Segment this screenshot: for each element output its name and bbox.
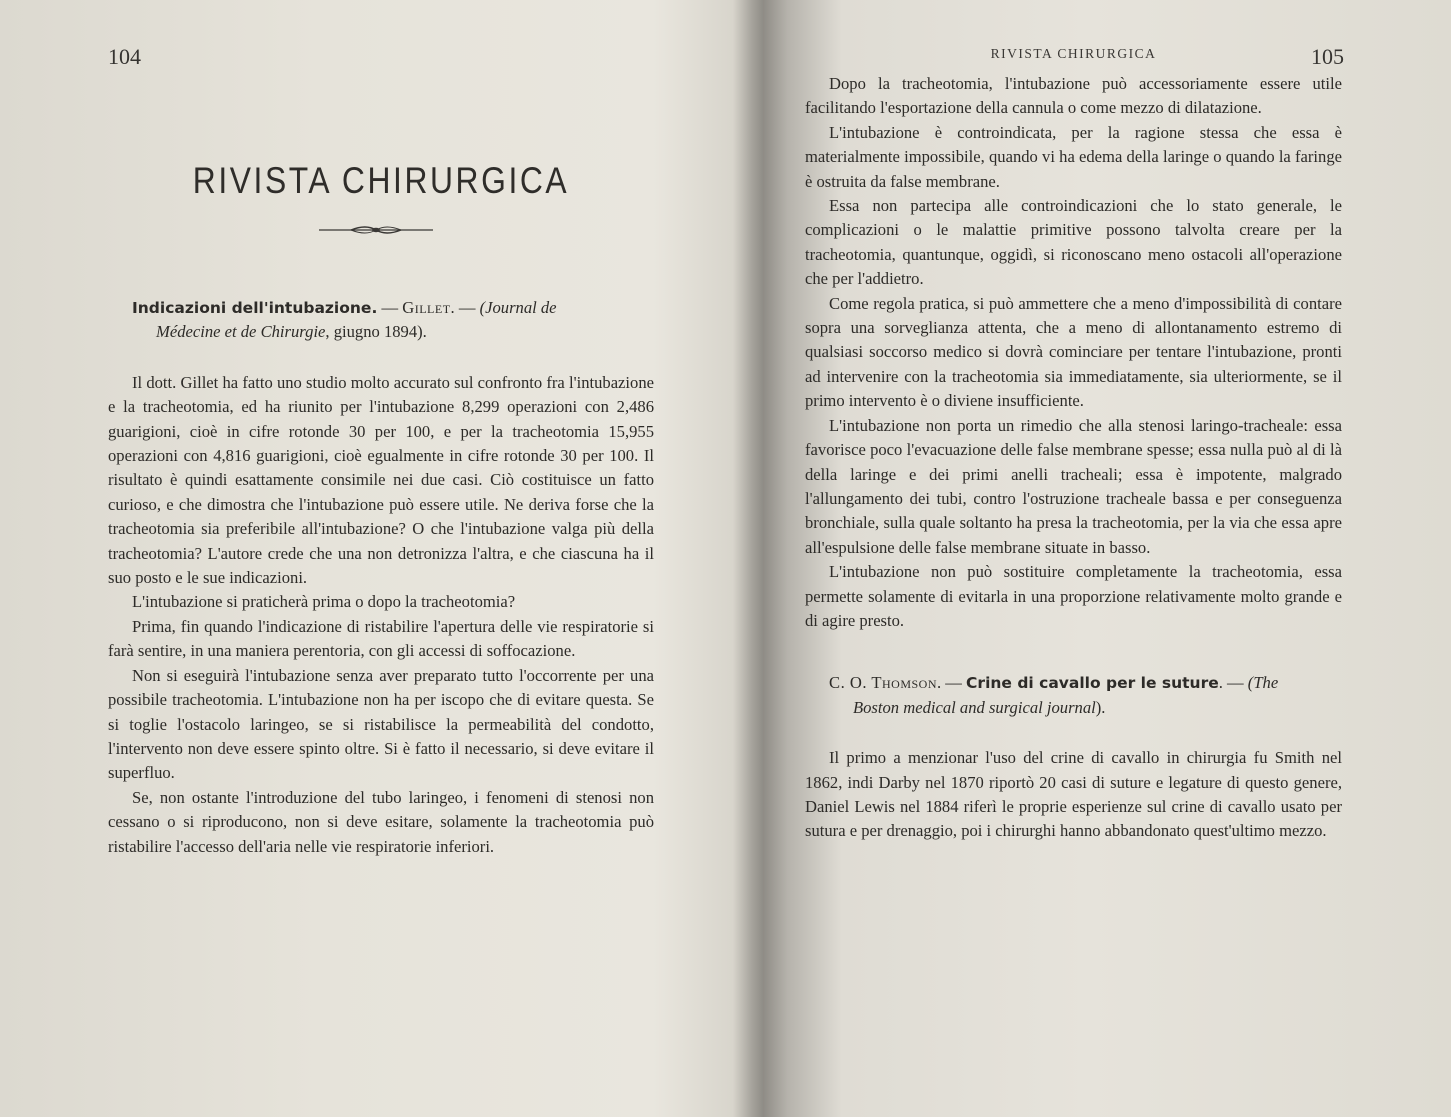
article-source-journal: Boston medical and surgical journal [853, 697, 1096, 717]
article-heading-intubazione [108, 296, 654, 345]
article-source-journal: Médecine et de Chirurgie [156, 322, 326, 342]
paragraph: Come regola pratica, si può ammettere che a meno d'impossibilità di contare sopra una sorveglianza attenta, che a meno di allontanamento estremo di qualsiasi soccorso medico si dovrà cominciare per tentare l'intubazione, pronti ad intervenire con la tracheotomia sia immediatamente, sia ulteriormente, se il primo intervento è o diviene insufficiente. [805, 293, 1342, 411]
article-author: Gillet [402, 298, 451, 317]
article-heading-crine [805, 671, 1342, 720]
paragraph: Dopo la tracheotomia, l'intubazione può accessoriamente essere utile facilitando l'esportazione della cannula o come mezzo di dilatazione. [805, 74, 1342, 118]
paragraph: Se, non ostante l'introduzione del tubo laringeo, i fenomeni di stenosi non cessano o si riproducono, non si deve esitare, solamente la tracheotomia può ristabilire l'accesso dell'aria nelle vie respiratorie inferiori. [108, 787, 654, 856]
article-source: (The [1247, 673, 1279, 693]
left-body [108, 296, 654, 859]
article-author: C. O. Thomson [829, 673, 937, 693]
right-body [805, 72, 1342, 844]
paragraph: Il dott. Gillet ha fatto uno studio molto accurato sul confronto fra l'intubazione e la tracheotomia, ed ha riunito per l'intubazione 8,299 operazioni con 2,486 guarigioni, cioè in cifre rotonde 30 per 100, e per la tracheotomia 15,955 operazioni con 4,816 guarigioni, cioè egualmente in cifre rotonde 30 per 100. Il risultato è quindi esattamente consimile nei due casi. Ciò costituisce un fatto curioso, e che dimostra che l'intubazione può essere utile. Ne deriva forse che la tracheotomia sia preferibile all'intubazione? O che l'intubazione valga più della tracheotomia? L'autore crede che una non detronizza l'altra, e che ciascuna ha il suo posto e le sue indicazioni. [108, 372, 654, 588]
right-page-number: 105 [1311, 44, 1344, 69]
paragraph: Essa non partecipa alle controindicazioni che lo stato generale, le complicazioni o le malattie primitive possono talvolta creare per la tracheotomia, quantunque, oggidì, si riconoscano meno ostacoli all'operazione che per l'addietro. [805, 196, 1342, 289]
section-title: RIVISTA CHIRURGICA [192, 160, 570, 201]
left-page-number: 104 [108, 44, 141, 69]
heading-separator: . — [937, 673, 967, 693]
article-source-line2 [829, 696, 1342, 720]
paragraph: L'intubazione è controindicata, per la ragione stessa che essa è materialmente impossibile, quando vi ha edema della laringe o quando la faringe è ostruita da false membrane. [805, 122, 1342, 191]
paragraph: L'intubazione si praticherà prima o dopo la tracheotomia? [132, 592, 516, 612]
article-source-line2 [132, 320, 654, 344]
article-source-end: ). [1095, 697, 1106, 717]
heading-separator: . — [450, 298, 480, 317]
article-source-date: , giugno 1894). [325, 322, 427, 342]
paragraph: Non si eseguirà l'intubazione senza aver preparato tutto l'occorrente per una possibile tracheotomia. L'intubazione non ha per iscopo che di evitare questa. Se si toglie l'ostacolo laringeo, se si ristabilisce la permeabilità del condotto, l'intervento non deve essere spinto oltre. Si è fatto il necessario, si deve evitare il superfluo. [108, 665, 654, 783]
running-head: RIVISTA CHIRURGICA [990, 46, 1157, 61]
paragraph: Il primo a menzionar l'uso del crine di cavallo in chirurgia fu Smith nel 1862, indi Darby nel 1870 riportò 20 casi di suture e legature di questo genere, Daniel Lewis nel 1884 riferì le proprie esperienze sul crine di cavallo usato per sutura e per drenaggio, poi i chirurghi hanno abbandonato quest'ultimo mezzo. [805, 748, 1342, 841]
paragraph: Prima, fin quando l'indicazione di ristabilire l'apertura delle vie respiratorie si farà sentire, in una maniera perentoria, con gli accessi di soffocazione. [108, 616, 654, 661]
heading-separator: . — [1218, 673, 1248, 693]
title-ornament-icon [311, 220, 441, 240]
paragraph: L'intubazione non può sostituire completamente la tracheotomia, essa permette solamente di evitarla in una proporzione relativamente molto grande e di agire presto. [805, 562, 1342, 630]
article-title: Indicazioni dell'intubazione. [132, 299, 378, 317]
article-title: Crine di cavallo per le suture [966, 674, 1219, 693]
article-source: (Journal de [479, 298, 557, 317]
paragraph: L'intubazione non porta un rimedio che alla stenosi laringo-tracheale: essa favorisce poco l'evacuazione delle false membrane spesse; essa nulla può al di là della laringe e dei primi anelli tracheali; essa è impotente, malgrado l'allungamento dei tubi, contro l'ostruzione tracheale bassa e per conseguenza bronchiale, sulla quale soltanto ha presa la tracheotomia, per la via che essa apre all'espulsione delle false membrane situate in basso. [805, 415, 1342, 557]
heading-separator: — [377, 298, 403, 317]
